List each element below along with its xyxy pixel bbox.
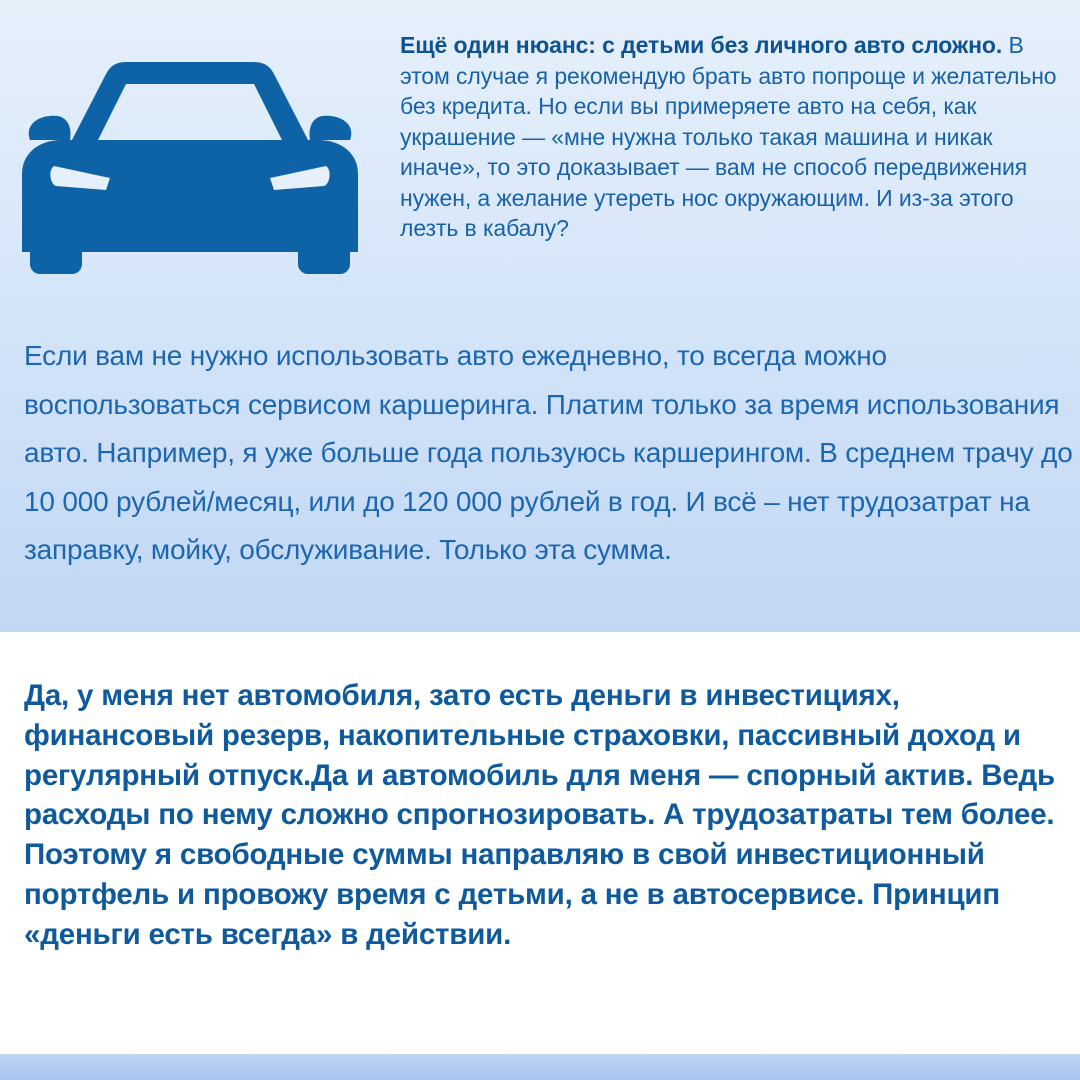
car-icon	[22, 62, 358, 274]
intro-bold-lead: Ещё один нюанс: с детьми без личного авто сложно.	[400, 32, 1003, 58]
intro-paragraph	[400, 30, 1060, 244]
conclusion-paragraph: Да, у меня нет автомобиля, зато есть деньги в инвестициях, финансовый резерв, накопительные страховки, пассивный доход и регулярный отпуск.Да и автомобиль для меня — спорный актив. Ведь расходы по нему сложно спрогнозировать. А трудозатраты тем более. Поэтому я свободные суммы направляю в свой инвестиционный портфель и провожу время с детьми, а не в автосервисе. Принцип «деньги есть всегда» в действии.	[24, 679, 1055, 951]
carsharing-paragraph: Если вам не нужно использовать авто ежедневно, то всегда можно воспользоваться сервисом каршеринга. Платим только за время использования авто. Например, я уже больше года пользуюсь каршерингом. В среднем трачу до 10 000 рублей/месяц, или до 120 000 рублей в год. И всё – нет трудозатрат на заправку, мойку, обслуживание. Только эта сумма.	[24, 340, 1073, 565]
bottom-strip	[0, 1054, 1080, 1080]
intro-text: В этом случае я рекомендую брать авто попроще и желательно без кредита. Но если вы примеряете авто на себя, как украшение — «мне нужна только такая машина и никак иначе», то это доказывает — вам не способ передвижения нужен, а желание утереть нос окружающим. И из-за этого лезть в кабалу?	[400, 32, 1057, 241]
bottom-section	[0, 632, 1080, 1054]
